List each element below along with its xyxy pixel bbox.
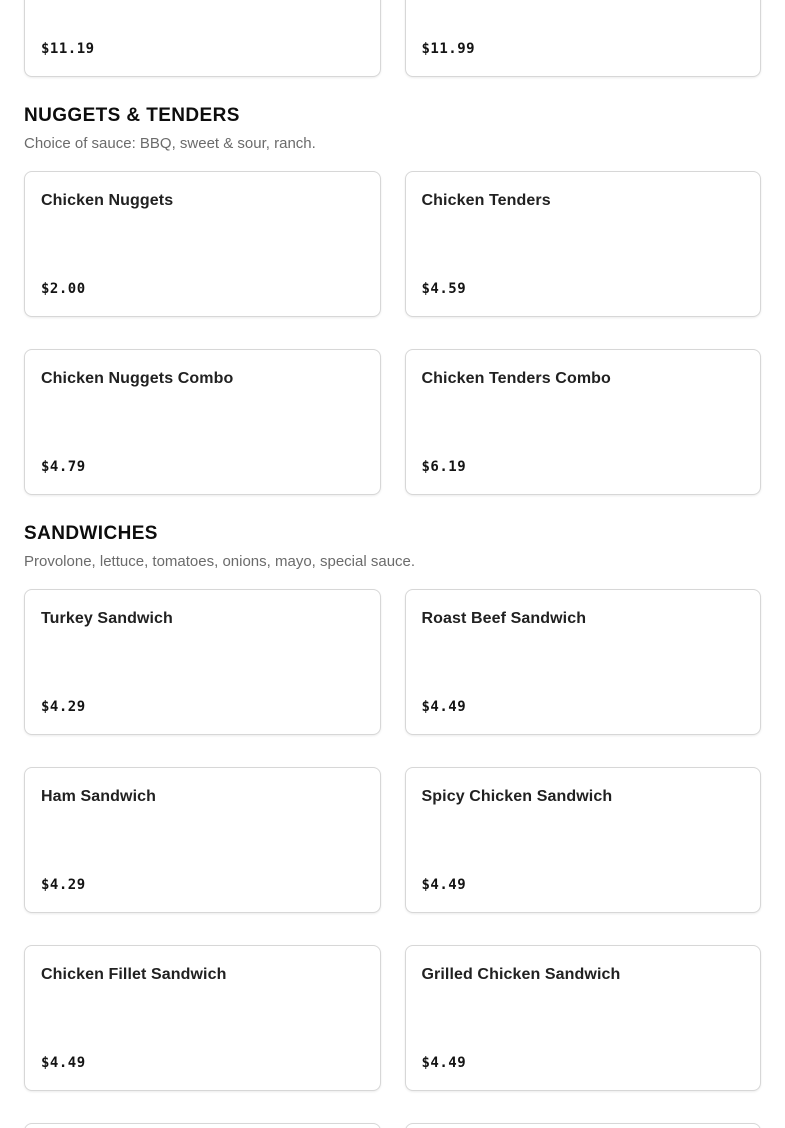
menu-item-title: Grilled Chicken Sandwich: [421, 966, 621, 983]
menu-item-card[interactable]: [24, 945, 381, 1091]
menu-item-price: $11.99: [421, 41, 476, 57]
menu-item-price: $4.29: [41, 877, 86, 893]
section-heading: SANDWICHES: [24, 523, 158, 544]
menu-item-title: Chicken Tenders Combo: [421, 370, 611, 387]
menu-item-title: Chicken Nuggets Combo: [41, 370, 234, 387]
menu-item-title: Chicken Fillet Sandwich: [41, 966, 227, 983]
menu-items-grid: [24, 171, 761, 495]
menu-item-card[interactable]: [24, 349, 381, 495]
menu-item-price: $4.49: [421, 1055, 467, 1071]
menu-item-price: $4.29: [41, 699, 86, 715]
menu-item-price: $4.59: [421, 281, 467, 297]
menu-item-card[interactable]: [24, 0, 381, 77]
menu-item-card[interactable]: [405, 767, 762, 913]
menu-section: [24, 0, 761, 77]
menu-item-title: Chicken Tenders: [421, 192, 551, 209]
menu-items-grid: [24, 589, 761, 1128]
section-heading: NUGGETS & TENDERS: [24, 105, 240, 126]
menu-item-price: $11.19: [41, 41, 95, 57]
menu-item-title: Chicken Nuggets: [41, 192, 174, 209]
menu-item-title: Roast Beef Sandwich: [421, 610, 587, 627]
menu-item-price: $4.49: [421, 877, 467, 893]
menu-section: [24, 524, 761, 1128]
menu-item-price: $4.79: [41, 459, 86, 475]
menu-item-price: $4.49: [421, 699, 467, 715]
menu-item-card[interactable]: [405, 589, 762, 735]
section-subtitle: Provolone, lettuce, tomatoes, onions, mayo, special sauce.: [24, 553, 416, 570]
menu-item-card[interactable]: [405, 945, 762, 1091]
menu-item-title: Turkey Sandwich: [41, 610, 173, 627]
menu-item-card[interactable]: [405, 171, 762, 317]
menu-items-grid: [24, 0, 761, 77]
menu-item-price: $6.19: [421, 459, 467, 475]
section-subtitle: Choice of sauce: BBQ, sweet & sour, ranch.: [24, 135, 316, 152]
menu-section: [24, 106, 761, 495]
menu-item-card[interactable]: [405, 1123, 762, 1128]
menu-item-card[interactable]: [24, 1123, 381, 1128]
menu-item-card[interactable]: [405, 349, 762, 495]
menu-item-price: $4.49: [41, 1055, 86, 1071]
menu-item-title: Spicy Chicken Sandwich: [421, 788, 613, 805]
menu-item-card[interactable]: [24, 589, 381, 735]
menu-item-card[interactable]: [24, 171, 381, 317]
menu-item-card[interactable]: [405, 0, 762, 77]
menu-item-title: Ham Sandwich: [41, 788, 157, 805]
menu-item-price: $2.00: [41, 281, 86, 297]
menu-item-card[interactable]: [24, 767, 381, 913]
